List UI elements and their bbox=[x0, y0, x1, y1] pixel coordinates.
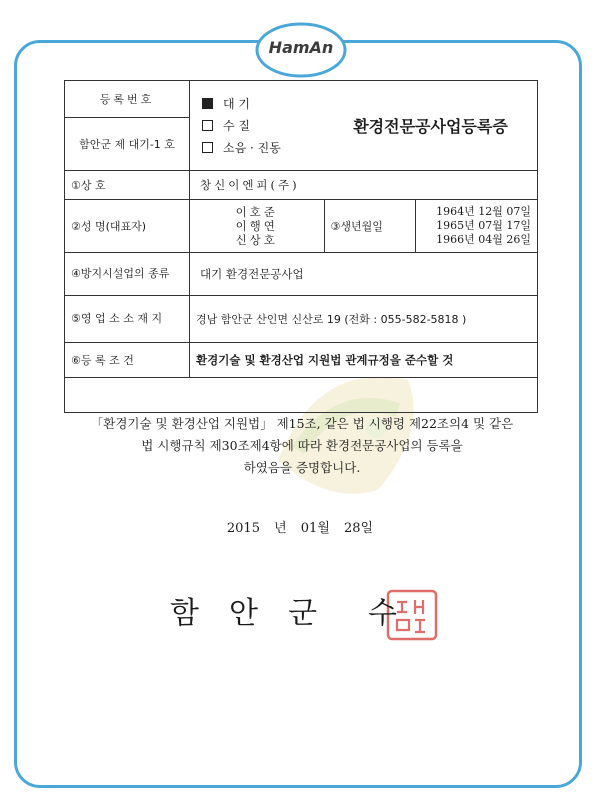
condition-label: ⑥등 록 조 건 bbox=[65, 343, 190, 378]
births-cell: 1964년 12월 07일 1965년 07월 17일 1966년 04월 26일 bbox=[415, 200, 538, 253]
checkbox-checked-icon bbox=[202, 98, 213, 109]
logo-text: HamAn bbox=[268, 38, 334, 57]
blank-row bbox=[65, 378, 538, 413]
category-noise: 소음 · 진동 bbox=[202, 137, 312, 159]
condition-value: 환경기술 및 환경산업 지원법 관계규정을 준수할 것 bbox=[190, 343, 538, 378]
registration-table bbox=[64, 80, 538, 413]
names-cell: 이호준 이행연 신상호 bbox=[190, 200, 325, 253]
address-value: 경남 함안군 산인면 신산로 19 (전화 : 055-582-5818 ) bbox=[190, 296, 538, 343]
certificate-title-cell bbox=[324, 81, 538, 171]
checkbox-empty-icon bbox=[202, 142, 213, 153]
category-water: 수 질 bbox=[202, 115, 312, 137]
company-value: 창신이엔피(주) bbox=[190, 171, 538, 200]
category-air: 대 기 bbox=[202, 93, 312, 115]
reg-no-value: 함안군 제 대기-1 호 bbox=[65, 118, 190, 171]
birth-label: ③생년월일 bbox=[324, 200, 415, 253]
statement-line-3: 하였음을 증명합니다. bbox=[243, 460, 361, 475]
issuer-title: 수 bbox=[368, 596, 397, 631]
statement-line-2: 법 시행규칙 제30조제4항에 따라 환경전문공사업의 등록을 bbox=[141, 438, 463, 453]
address-label: ⑤영 업 소 소 재 지 bbox=[65, 296, 190, 343]
company-label: ①상 호 bbox=[65, 171, 190, 200]
certificate-title: 환경전문공사업등록증 bbox=[353, 117, 508, 136]
biz-type-label: ④방지시설업의 종류 bbox=[65, 253, 190, 296]
checkbox-empty-icon bbox=[202, 120, 213, 131]
haman-logo bbox=[254, 18, 348, 78]
name-label: ②성 명(대표자) bbox=[65, 200, 190, 253]
biz-type-value: 대기 환경전문공사업 bbox=[190, 253, 538, 296]
issue-date: 2015 년 01월 28일 bbox=[226, 521, 374, 536]
certification-statement bbox=[62, 413, 542, 479]
category-cell bbox=[190, 81, 325, 171]
reg-no-label: 등록번호 bbox=[65, 81, 190, 118]
statement-line-1: 「환경기술 및 환경산업 지원법」 제15조, 같은 법 시행령 제22조의4 및 같은 bbox=[90, 416, 514, 431]
issuer-name: 함안군 bbox=[170, 596, 347, 631]
